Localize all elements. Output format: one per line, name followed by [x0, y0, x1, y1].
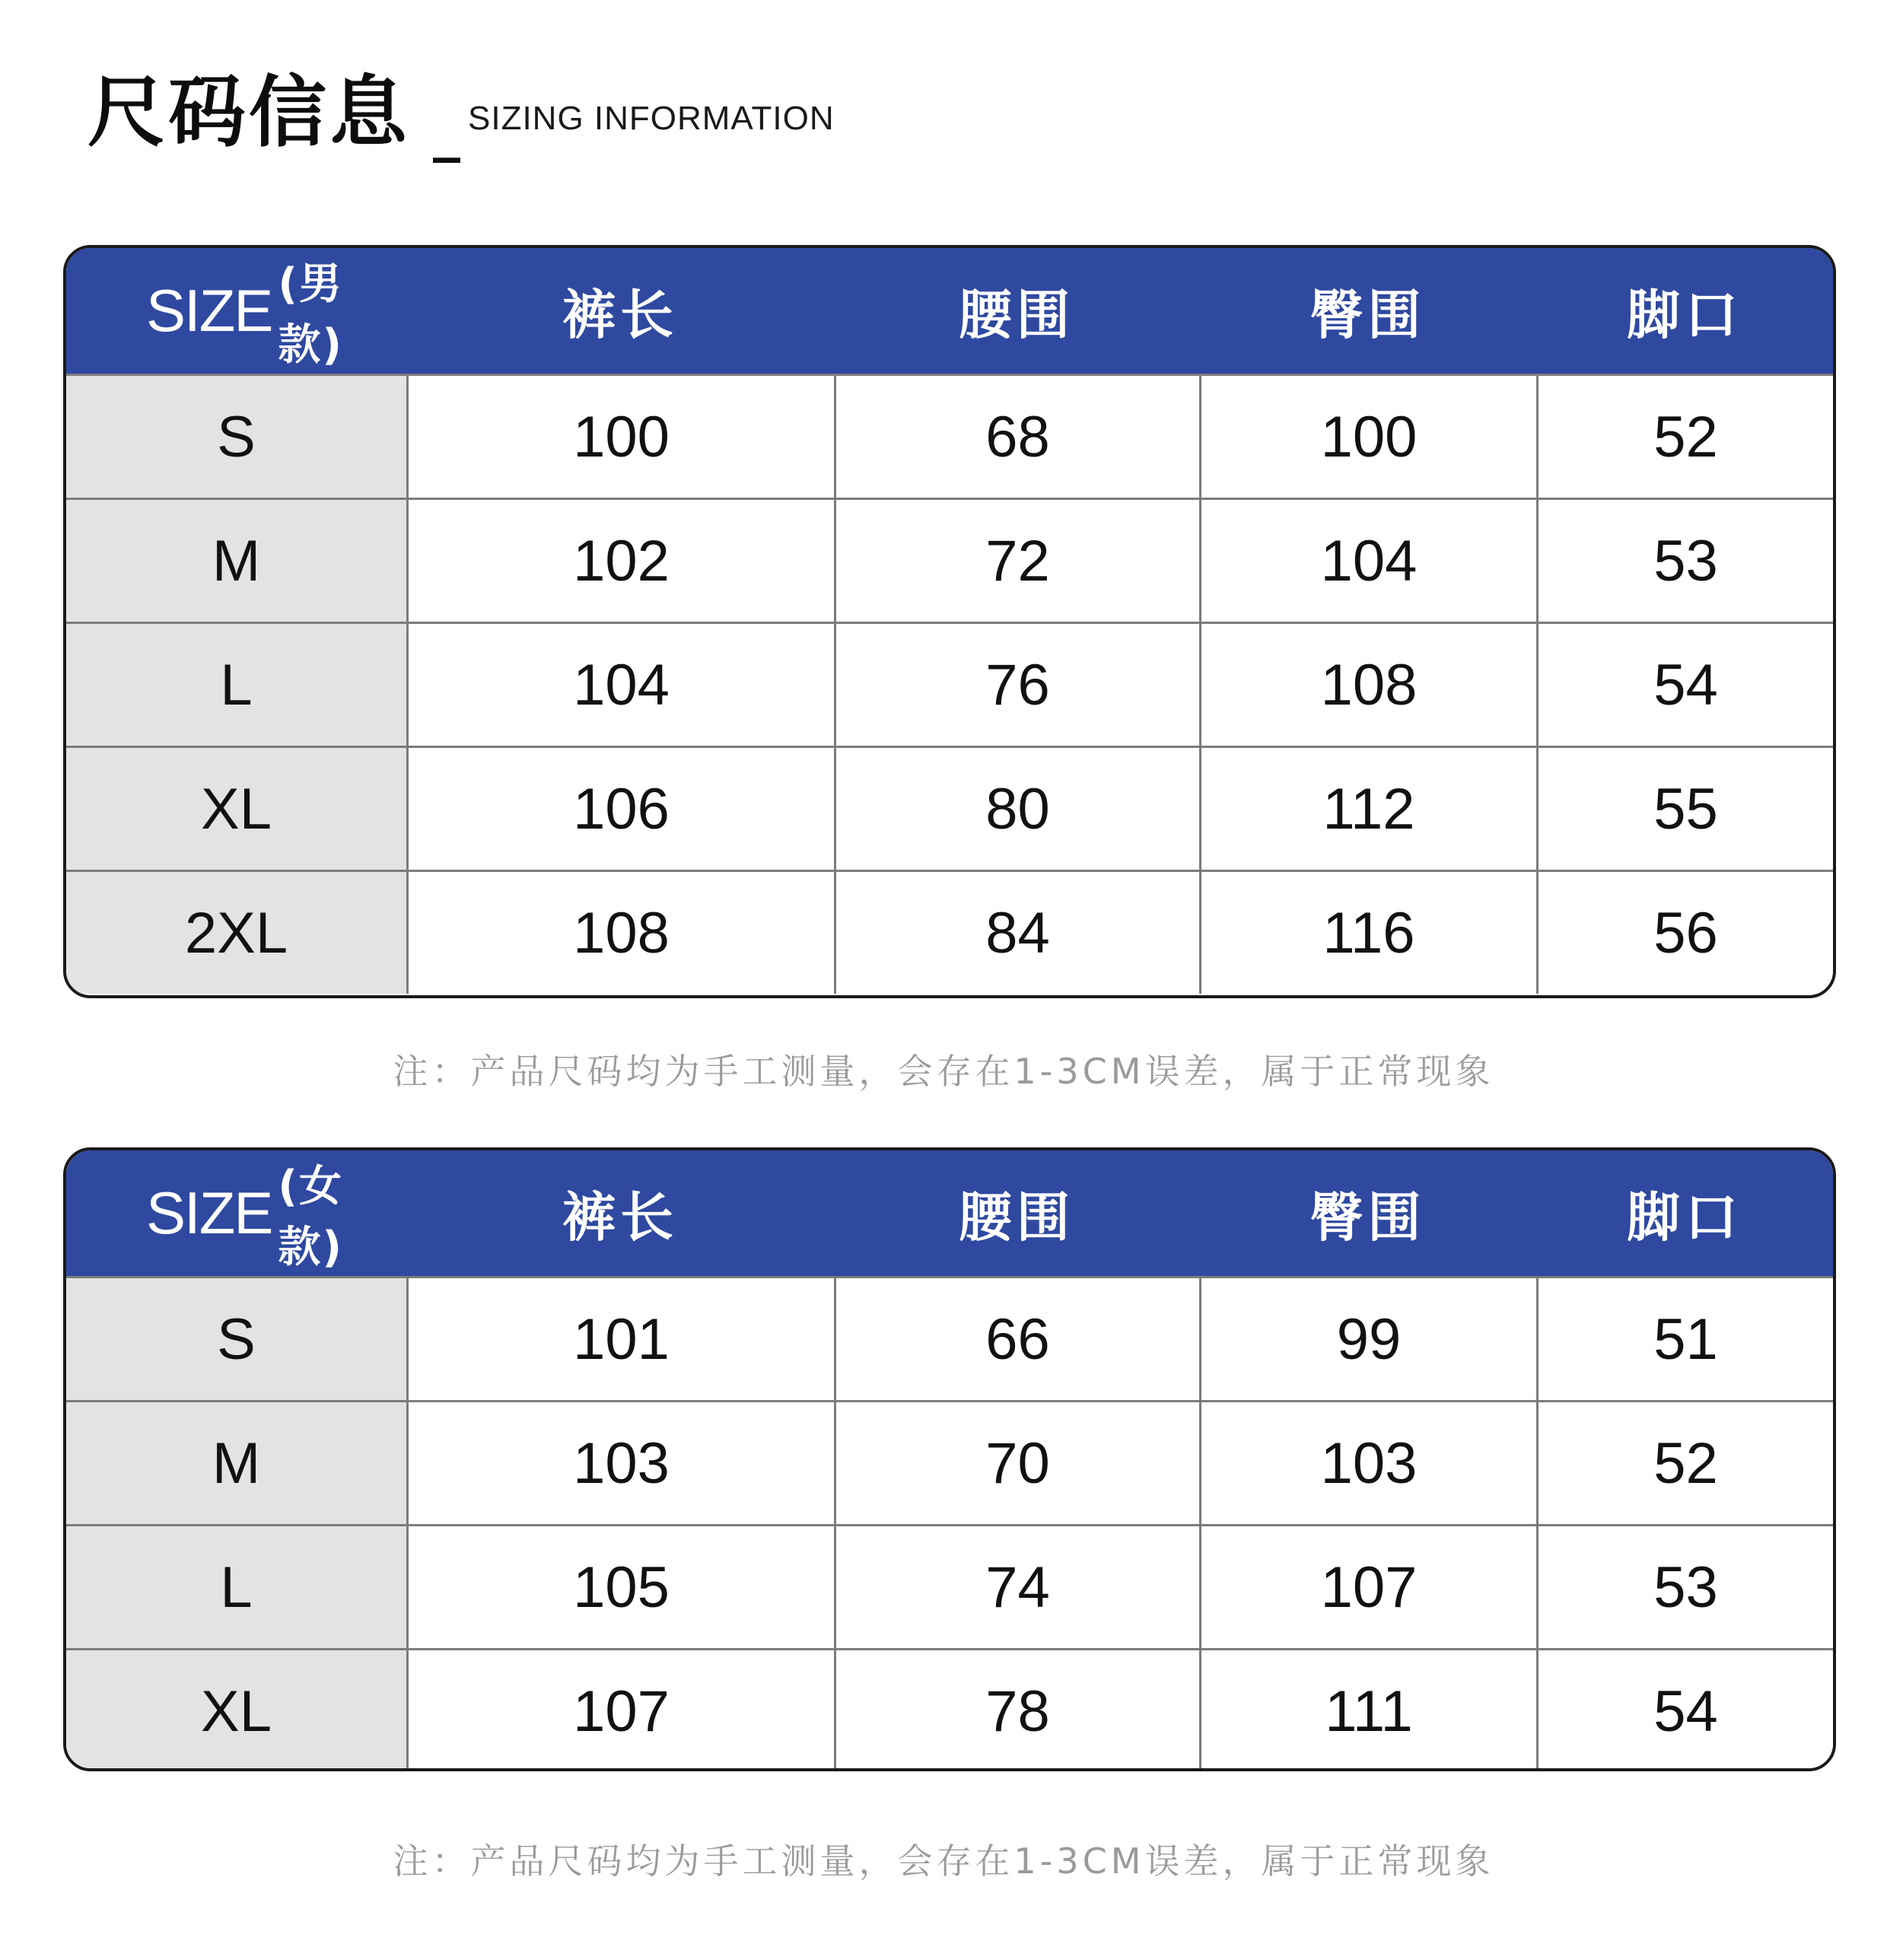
length-cell: 100 — [406, 376, 834, 498]
women-size-table — [63, 1147, 1836, 1771]
length-cell: 107 — [406, 1650, 834, 1771]
header-size-cell — [66, 248, 406, 374]
header-length: 裤长 — [562, 1186, 678, 1249]
header-size-label: SIZE — [146, 277, 272, 344]
header-waist: 腰围 — [959, 284, 1074, 346]
table-row — [66, 746, 1833, 870]
hip-cell: 103 — [1199, 1402, 1536, 1524]
header-length: 裤长 — [562, 284, 678, 346]
length-cell: 102 — [406, 500, 834, 622]
size-cell: M — [66, 1402, 406, 1524]
title-chinese: 尺码信息 — [88, 68, 410, 158]
length-cell: 108 — [406, 872, 834, 994]
header-gender-label: (男款) — [278, 259, 343, 370]
page-title — [88, 53, 835, 163]
length-cell: 105 — [406, 1526, 834, 1648]
header-gender-label: (女款) — [278, 1161, 343, 1272]
leg-opening-cell: 54 — [1536, 1650, 1833, 1771]
leg-opening-cell: 56 — [1536, 872, 1833, 994]
header-hip: 臀围 — [1309, 1186, 1426, 1249]
waist-cell: 68 — [834, 376, 1199, 498]
header-size-cell — [66, 1150, 406, 1276]
hip-cell: 112 — [1199, 748, 1536, 870]
length-cell: 106 — [406, 748, 834, 870]
waist-cell: 80 — [834, 748, 1199, 870]
title-separator: _ — [433, 99, 460, 163]
hip-cell: 108 — [1199, 624, 1536, 746]
waist-cell: 84 — [834, 872, 1199, 994]
size-cell: 2XL — [66, 872, 406, 994]
hip-cell: 104 — [1199, 500, 1536, 622]
title-english: SIZING INFORMATION — [468, 100, 835, 137]
table-row — [66, 1524, 1833, 1648]
waist-cell: 70 — [834, 1402, 1199, 1524]
leg-opening-cell: 55 — [1536, 748, 1833, 870]
size-cell: S — [66, 376, 406, 498]
leg-opening-cell: 53 — [1536, 1526, 1833, 1648]
length-cell: 101 — [406, 1278, 834, 1400]
hip-cell: 100 — [1199, 376, 1536, 498]
leg-opening-cell: 53 — [1536, 500, 1833, 622]
leg-opening-cell: 52 — [1536, 376, 1833, 498]
leg-opening-cell: 52 — [1536, 1402, 1833, 1524]
men-size-table — [63, 245, 1836, 998]
table-row — [66, 622, 1833, 746]
length-cell: 104 — [406, 624, 834, 746]
waist-cell: 78 — [834, 1650, 1199, 1771]
hip-cell: 99 — [1199, 1278, 1536, 1400]
length-cell: 103 — [406, 1402, 834, 1524]
header-size-label: SIZE — [146, 1179, 272, 1246]
header-hip: 臀围 — [1309, 284, 1426, 346]
size-cell: L — [66, 1526, 406, 1648]
leg-opening-cell: 54 — [1536, 624, 1833, 746]
table-row — [66, 1276, 1833, 1400]
table-row — [66, 374, 1833, 498]
table-header-row — [66, 248, 1833, 374]
waist-cell: 72 — [834, 500, 1199, 622]
women-measurement-note: 注：产品尺码均为手工测量，会存在1-3CM误差，属于正常现象 — [393, 1841, 1494, 1882]
header-leg-opening: 脚口 — [1627, 284, 1742, 346]
size-cell: XL — [66, 1650, 406, 1771]
men-measurement-note: 注：产品尺码均为手工测量，会存在1-3CM误差，属于正常现象 — [393, 1051, 1494, 1092]
header-leg-opening: 脚口 — [1627, 1186, 1742, 1249]
size-cell: S — [66, 1278, 406, 1400]
table-row — [66, 498, 1833, 622]
table-row — [66, 1648, 1833, 1771]
size-cell: L — [66, 624, 406, 746]
waist-cell: 76 — [834, 624, 1199, 746]
size-cell: XL — [66, 748, 406, 870]
hip-cell: 107 — [1199, 1526, 1536, 1648]
waist-cell: 66 — [834, 1278, 1199, 1400]
waist-cell: 74 — [834, 1526, 1199, 1648]
size-cell: M — [66, 500, 406, 622]
table-row — [66, 1400, 1833, 1524]
table-row — [66, 870, 1833, 994]
leg-opening-cell: 51 — [1536, 1278, 1833, 1400]
hip-cell: 111 — [1199, 1650, 1536, 1771]
hip-cell: 116 — [1199, 872, 1536, 994]
header-waist: 腰围 — [959, 1186, 1074, 1249]
table-header-row — [66, 1150, 1833, 1276]
